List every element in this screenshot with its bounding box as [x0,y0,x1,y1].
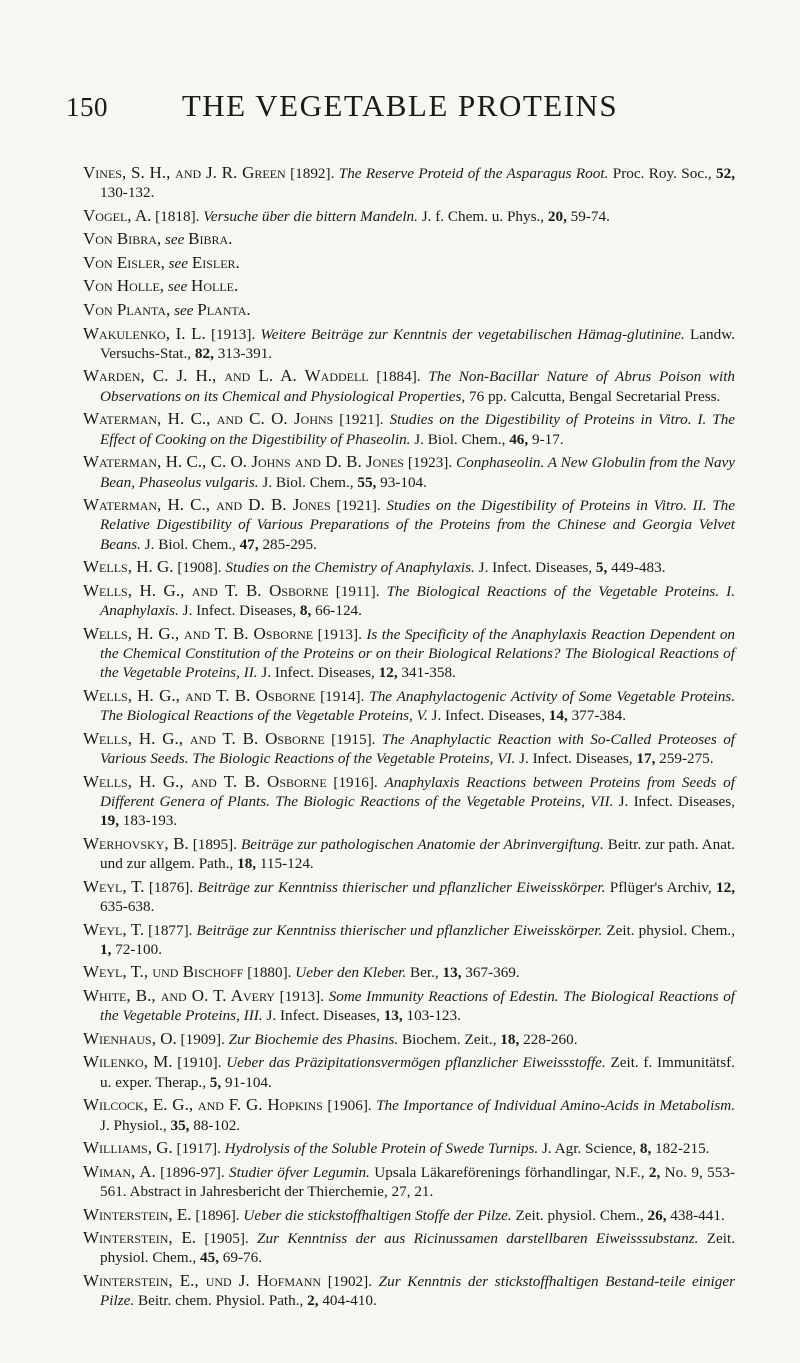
entry-journal: J. Infect. Diseases, [478,559,593,577]
entry-see: see [167,278,188,296]
entry-pages: 115-124. [259,855,314,873]
entry-volume: 13, [383,1007,403,1025]
entry-title: The Importance of Individual Amino-Acids in Metabolism. [376,1097,736,1115]
entry-title: The Biological Reactions of the Vegetable Proteins. I. Anaphylaxis. [100,582,736,620]
entry-journal: J. Infect. Diseases, [261,664,375,682]
entry-pages: 404-410. [322,1292,377,1310]
entry-volume: 55, [357,473,377,491]
entry-title: Zur Biochemie des Phasins. [228,1030,399,1048]
bibliography-entry [83,206,735,226]
entry-author: Wakulenko, I. L. [83,323,206,343]
entry-author: Von Eisler, [83,252,165,272]
page-header [66,88,734,128]
entry-title: Hydrolysis of the Soluble Protein of Swede Turnips. [224,1140,539,1158]
entry-year: [1896]. [195,1206,240,1224]
entry-see: see [168,254,189,272]
entry-journal: J. Infect. Diseases, [182,602,297,620]
entry-journal: Ber., [410,964,439,982]
entry-journal: Landw. Versuchs-Stat., [100,325,735,362]
entry-see-target: Bibra. [188,229,233,249]
entry-year: [1913]. [279,988,324,1005]
entry-volume: 19, [100,812,119,830]
entry-pages: 285-295. [262,535,317,553]
bibliography-entry [83,1029,735,1049]
entry-title: Conphaseolin. A New Globulin from the Navy Bean, Phaseolus vulgaris. [100,454,736,491]
entry-journal: J. Physiol., [100,1116,167,1134]
bibliography-entry [83,986,735,1026]
entry-volume: 13, [442,964,462,982]
entry-author: Waterman, H. C., and D. B. Jones [83,495,331,515]
entry-year: [1911]. [335,582,380,600]
entry-pages: 377-384. [571,707,626,725]
entry-journal: J. Infect. Diseases, [266,1007,380,1025]
entry-volume: 18, [500,1030,520,1048]
entry-see-target: Holle. [191,276,239,296]
entry-volume: 8, [299,602,312,620]
entry-title: Weitere Beiträge zur Kenntnis der vegetabilischen Hämag-glutinine. [260,325,685,343]
entry-author: Waterman, H. C., and C. O. Johns [83,409,334,429]
entry-pages: 449-483. [611,559,666,577]
entry-year: [1909]. [180,1030,225,1048]
entry-volume: 47, [239,535,259,553]
entry-pages: 91-104. [224,1073,272,1091]
bibliography-entry [83,834,735,874]
entry-volume: 17, [636,750,656,768]
entry-year: [1880]. [247,964,292,982]
entry-volume: 1, [100,940,112,958]
entry-author: Von Bibra, [83,229,162,249]
entry-title: Ueber das Präzipitationsvermögen pflanzlicher Eiweissstoffe. [226,1054,606,1072]
entry-author: Wells, H. G., and T. B. Osborne [83,728,325,748]
bibliography-entry [83,772,735,831]
entry-author: Von Holle, [83,276,165,296]
entry-journal: Zeit. f. Immunitätsf. u. exper. Therap., [100,1054,736,1091]
entry-title: Ueber den Kleber. [295,964,407,982]
entry-pages: 69-76. [222,1249,263,1267]
entry-pages: 183-193. [122,812,178,830]
entry-year: [1895]. [192,835,238,853]
bibliography-entry [83,686,735,726]
entry-title: Zur Kenntniss der aus Ricinussamen darstellbaren Eiweisssubstanz. [257,1230,699,1248]
entry-author: Wells, H. G. [83,557,174,577]
entry-year: [1877]. [148,921,193,939]
bibliography-entry [83,877,735,917]
entry-author: Wienhaus, O. [83,1028,177,1048]
entry-volume: 52, [716,165,736,182]
entry-year: [1896-97]. [160,1163,225,1181]
entry-author: Wells, H. G., and T. B. Osborne [83,623,314,643]
entry-journal: Zeit. physiol. Chem., [100,1230,736,1267]
page-number: 150 [66,92,108,122]
bibliography-entry [83,1205,735,1225]
entry-see: see [164,231,185,249]
entry-title: The Anaphylactic Reaction with So-Called Proteoses of Various Seeds. The Biologic Reactions of the Vegetable Proteins, VI. [100,730,736,768]
entry-author: White, B., and O. T. Avery [83,986,275,1005]
entry-pages: No. 9, 553-561. Abstract in Jahresbericht der Thierchemie, 27, 21. [100,1163,736,1201]
entry-pages: 9-17. [531,430,564,448]
entry-pages: 228-260. [523,1030,578,1048]
bibliography-entry [83,557,735,577]
entry-journal: Pflüger's Archiv, [609,878,712,896]
entry-year: [1884]. [376,368,421,386]
entry-journal: J. Infect. Diseases, [618,792,735,810]
entry-journal: Biochem. Zeit., [402,1030,497,1048]
entry-pages: 72-100. [115,940,163,958]
entry-author: Wilenko, M. [83,1052,173,1072]
entry-journal: Beitr. chem. Physiol. Path., [137,1292,304,1310]
entry-year: [1905]. [204,1230,249,1248]
bibliography-entry [83,300,735,320]
entry-author: Winterstein, E., und J. Hofmann [83,1270,322,1290]
entry-volume: 14, [548,707,568,725]
entry-year: [1915]. [331,730,376,748]
entry-pages: 93-104. [380,473,427,491]
entry-volume: 45, [200,1249,219,1267]
entry-journal: Upsala Läkareförenings förhandlingar, N.F., [374,1163,645,1181]
entry-year: [1892]. [290,165,335,182]
entry-year: [1906]. [327,1097,372,1115]
entry-volume: 5, [595,559,608,577]
entry-see-target: Planta. [197,300,251,319]
bibliography-entry [83,324,735,364]
entry-year: [1921]. [336,497,381,515]
entry-pages: 341-358. [401,664,456,682]
bibliography-entry [83,366,735,406]
entry-title: Studier öfver Legumin. [229,1163,370,1181]
running-title: THE VEGETABLE PROTEINS [181,88,619,123]
entry-title: The Non-Bacillar Nature of Abrus Poison with Observations on its Chemical and Physiological Properties, [100,368,736,405]
entry-year: [1913]. [317,625,362,643]
entry-volume: 20, [547,207,567,225]
bibliography-entry [83,229,735,249]
entry-title: Studies on the Digestibility of Proteins in Vitro. I. The Effect of Cooking on the Digestibility of Phaseolin. [100,411,736,448]
bibliography-entry [83,276,735,296]
entry-pages: 66-124. [315,602,362,620]
entry-title: Some Immunity Reactions of Edestin. The Biological Reactions of the Vegetable Proteins, III. [100,988,736,1025]
bibliography-entry [83,962,735,982]
entry-author: Waterman, H. C., C. O. Johns and D. B. Jones [83,452,404,472]
entry-year: [1818]. [155,207,200,225]
entry-journal: J. Biol. Chem., [262,473,354,491]
entry-volume: 82, [194,344,214,362]
entry-author: Weyl, T., und Bischoff [83,962,244,982]
entry-author: Winterstein, E. [83,1204,192,1224]
entry-author: Wells, H. G., and T. B. Osborne [83,685,316,705]
entry-pages: 59-74. [570,207,610,225]
entry-author: Vogel, A. [83,205,152,225]
entry-year: [1916]. [333,773,378,791]
entry-volume: 12, [716,878,735,896]
entry-journal: J. Biol. Chem., [144,535,236,553]
entry-volume: 26, [647,1206,667,1224]
entry-pages: 313-391. [217,344,273,362]
entry-year: [1913]. [210,325,256,343]
entry-journal: Beitr. zur path. Anat. und zur allgem. Path., [100,835,735,873]
entry-author: Williams, G. [83,1138,173,1158]
entry-author: Werhovsky, B. [83,833,189,853]
entry-author: Wells, H. G., and T. B. Osborne [83,771,327,791]
entry-journal: Zeit. physiol. Chem., [606,921,736,939]
bibliography-entry [83,495,735,554]
bibliography-entry [83,409,735,449]
entry-pages: 103-123. [406,1007,461,1025]
entry-title: The Anaphylactogenic Activity of Some Vegetable Proteins. The Biological Reactions of the Vegetable Proteins, V. [100,687,735,725]
entry-journal: 76 pp. Calcutta, Bengal Secretarial Press. [468,387,721,405]
entry-journal: J. Infect. Diseases, [519,750,633,768]
entry-year: [1917]. [176,1140,221,1158]
entry-pages: 182-215. [655,1140,710,1158]
entry-year: [1876]. [148,878,194,896]
entry-title: Versuche über die bittern Mandeln. [203,207,418,225]
entry-author: Weyl, T. [83,876,145,896]
entry-journal: J. f. Chem. u. Phys., [421,207,545,225]
entry-year: [1902]. [327,1272,373,1290]
bibliography-entry [83,1271,735,1311]
entry-year: [1921]. [339,411,384,429]
entry-volume: 18, [237,855,257,873]
entry-journal: Proc. Roy. Soc., [612,165,712,182]
bibliography-entry [83,1095,735,1135]
entry-title: Zur Kenntnis der stickstoffhaltigen Bestand-teile einiger Pilze. [100,1272,736,1310]
entry-pages: 130-132. [100,184,155,202]
bibliography-entry [83,452,735,492]
entry-journal: Zeit. physiol. Chem., [515,1206,644,1224]
entry-volume: 5, [209,1073,222,1091]
entry-author: Weyl, T. [83,919,145,939]
entry-year: [1910]. [177,1054,222,1072]
entry-year: [1914]. [320,687,365,705]
entry-journal: J. Infect. Diseases, [431,707,545,725]
entry-year: [1923]. [407,454,453,472]
entry-author: Winterstein, E. [83,1228,197,1248]
entry-year: [1908]. [177,559,222,577]
entry-title: Ueber die stickstoffhaltigen Stoffe der Pilze. [243,1206,512,1224]
entry-volume: 46, [509,430,529,448]
bibliography-entry [83,729,735,769]
entry-volume: 2, [307,1292,319,1310]
entry-author: Warden, C. J. H., and L. A. Waddell [83,366,369,386]
entry-author: Wilcock, E. G., and F. G. Hopkins [83,1095,323,1115]
bibliography-list [83,163,735,1314]
entry-volume: 12, [378,664,398,682]
entry-author: Vines, S. H., and J. R. Green [83,163,286,182]
entry-title: Beiträge zur pathologischen Anatomie der Abrinvergiftung. [241,835,604,853]
bibliography-entry [83,1052,735,1092]
entry-journal: J. Biol. Chem., [414,430,506,448]
entry-pages: 367-369. [465,964,520,982]
entry-volume: 2, [648,1163,661,1181]
entry-author: Wells, H. G., and T. B. Osborne [83,580,329,600]
entry-title: Studies on the Chemistry of Anaphylaxis. [225,559,475,577]
entry-title: Beiträge zur Kenntniss thierischer und pflanzlicher Eiweisskörper. [197,878,606,896]
bibliography-entry [83,1138,735,1158]
entry-pages: 259-275. [659,750,714,768]
entry-pages: 635-638. [100,898,155,916]
entry-title: Is the Specificity of the Anaphylaxis Reaction Dependent on the Chemical Constitution of the Proteins or on their Biological Relations? The Biological Reactions of the Vegetable Proteins, II. [100,625,736,682]
entry-volume: 8, [639,1140,652,1158]
entry-see: see [174,302,194,319]
bibliography-entry [83,163,735,203]
bibliography-entry [83,624,735,683]
entry-pages: 438-441. [670,1206,725,1224]
bibliography-entry [83,1228,735,1268]
entry-author: Von Planta, [83,300,171,319]
entry-pages: 88-102. [193,1116,241,1134]
entry-author: Wiman, A. [83,1161,156,1181]
entry-title: The Reserve Proteid of the Asparagus Root. [338,165,609,182]
entry-volume: 35, [170,1116,190,1134]
bibliography-entry [83,1162,735,1202]
entry-title: Beiträge zur Kenntniss thierischer und pflanzlicher Eiweisskörper. [196,921,603,939]
bibliography-entry [83,920,735,960]
entry-see-target: Eisler. [191,252,240,272]
bibliography-entry [83,253,735,273]
entry-title: Anaphylaxis Reactions between Proteins from Seeds of Different Genera of Plants. The Biologic Reactions of the Vegetable Proteins, VII. [100,773,735,810]
entry-title: Studies on the Digestibility of Proteins in Vitro. II. The Relative Digestibility of Various Preparations of the Proteins from the Chinese and Georgia Velvet Beans. [100,497,736,553]
entry-journal: J. Agr. Science, [542,1140,637,1158]
bibliography-entry [83,581,735,621]
